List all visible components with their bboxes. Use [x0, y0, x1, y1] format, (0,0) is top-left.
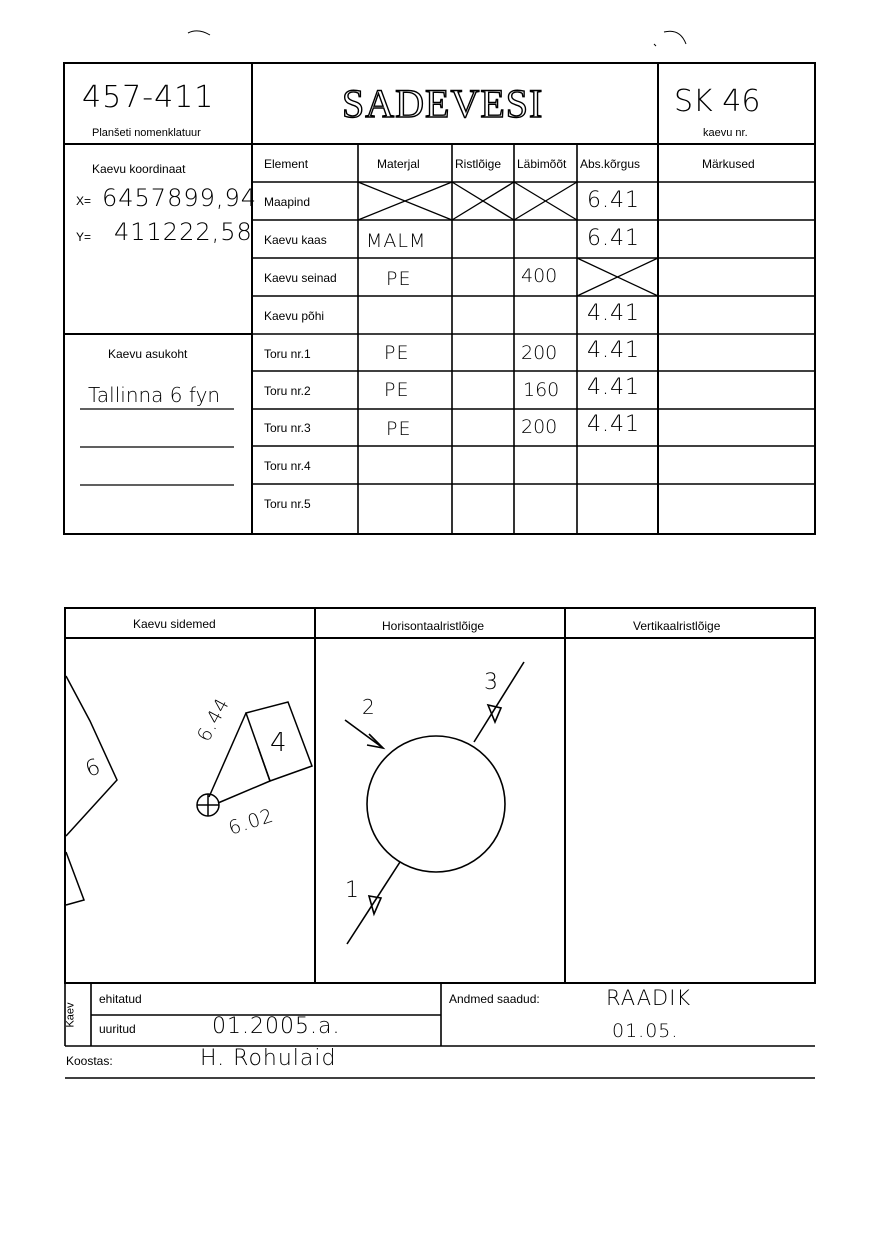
row-abs-height: 4.41: [587, 375, 640, 400]
row-element: Maapind: [264, 195, 311, 209]
row-element: Kaevu seinad: [264, 271, 337, 285]
row-material: PE: [386, 268, 412, 290]
data-from-label: Andmed saadud:: [449, 992, 540, 1006]
surveyed-value: 01.2005.a.: [212, 1014, 341, 1039]
page-title: SADEVESI: [342, 81, 544, 126]
col-diameter: Läbimõõt: [517, 157, 567, 171]
row-abs-height: 4.41: [587, 412, 640, 437]
sketch-height-b: 6.02: [225, 804, 277, 840]
row-diameter: 200: [521, 342, 558, 364]
nomenclature-label: Planšeti nomenklatuur: [92, 127, 201, 139]
col-notes: Märkused: [702, 157, 755, 171]
coordinates-label: Kaevu koordinaat: [92, 162, 186, 176]
location-label: Kaevu asukoht: [108, 347, 188, 361]
row-material: PE: [384, 379, 410, 401]
row-abs-height: 6.41: [587, 226, 640, 251]
col-element: Element: [264, 157, 309, 171]
data-from-value: RAADIK: [606, 986, 692, 1010]
row-abs-height: 4.41: [587, 338, 640, 363]
row-abs-height: 4.41: [587, 301, 640, 326]
surveyed-label: uuritud: [99, 1022, 136, 1036]
well-circle: [367, 736, 505, 872]
x-prefix: X=: [76, 194, 92, 208]
compiled-label: Koostas:: [66, 1054, 113, 1068]
y-coordinate-value: 411222,58: [114, 218, 253, 246]
pipe-label-1: 1: [345, 878, 360, 903]
connections-label: Kaevu sidemed: [133, 617, 216, 631]
row-diameter: 200: [521, 416, 558, 438]
connections-sketch: [66, 676, 312, 905]
location-value: Tallinna 6 fyn: [88, 383, 221, 407]
row-element: Toru nr.3: [264, 421, 311, 435]
sketch-label-six: 6: [82, 754, 105, 783]
row-element: Toru nr.5: [264, 497, 311, 511]
vertical-section-label: Vertikaalristlõige: [633, 619, 721, 633]
compiled-value: H. Rohulaid: [200, 1046, 337, 1071]
y-prefix: Y=: [76, 230, 92, 244]
row-element: Toru nr.1: [264, 347, 311, 361]
row-element: Kaevu põhi: [264, 309, 325, 323]
kaev-label: Kaev: [64, 1002, 77, 1028]
well-number-value: SK 46: [674, 84, 761, 119]
data-from-date: 01.05.: [612, 1020, 679, 1042]
row-material: MALM: [366, 230, 427, 252]
sketch-label-four: 4: [270, 728, 288, 758]
pipe-label-2: 2: [362, 695, 376, 719]
col-abs-height: Abs.kõrgus: [580, 157, 641, 171]
x-coordinate-value: 6457899,94: [102, 184, 258, 212]
row-element: Toru nr.2: [264, 384, 311, 398]
nomenclature-value: 457-411: [82, 80, 215, 115]
col-material: Materjal: [377, 157, 420, 171]
well-number-label: kaevu nr.: [703, 127, 748, 139]
horizontal-section-label: Horisontaalristlõige: [382, 619, 485, 633]
row-diameter: 400: [521, 265, 558, 287]
row-abs-height: 6.41: [587, 188, 640, 213]
row-diameter: 160: [523, 379, 560, 401]
pipe-label-3: 3: [484, 670, 499, 695]
built-label: ehitatud: [99, 992, 142, 1006]
lower-form-frame: [65, 608, 815, 983]
col-cross-section: Ristlõige: [455, 157, 502, 171]
row-material: PE: [386, 418, 412, 440]
row-element: Kaevu kaas: [264, 233, 327, 247]
sketch-height-a: 6.44: [193, 694, 235, 746]
row-element: Toru nr.4: [264, 459, 311, 473]
row-material: PE: [384, 342, 410, 364]
